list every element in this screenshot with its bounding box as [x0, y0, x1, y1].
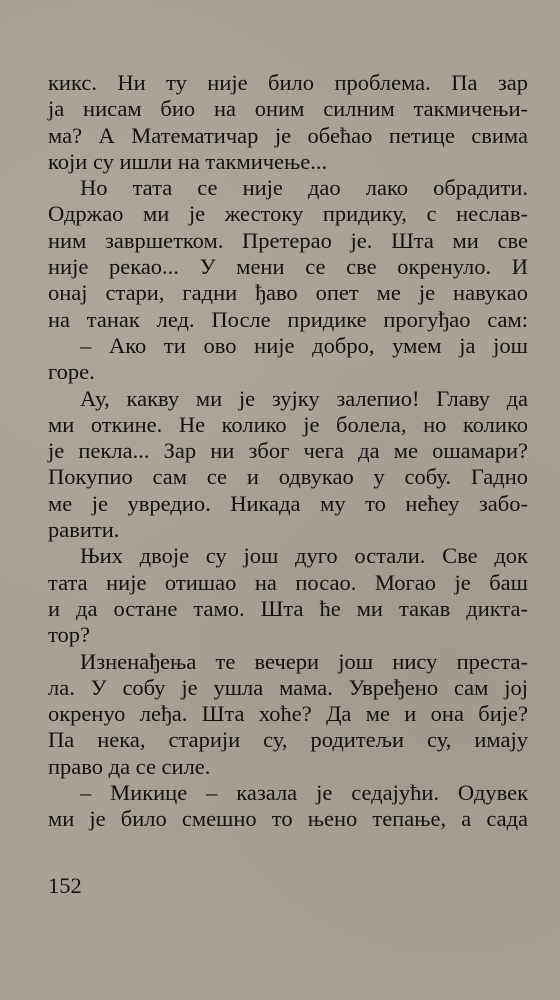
text-line: који су ишли на такмичење... [48, 148, 328, 174]
text-line: право да се силе. [48, 753, 211, 779]
text-line: ми је било смешно то њено тепање, а сада [48, 806, 528, 832]
text-line: тор? [48, 622, 91, 648]
text-line: је пекла... Зар ни због чега да ме ошамари? [48, 438, 528, 464]
text-line: – Ако ти ово није добро, умем ја још [80, 332, 528, 358]
text-line: ја нисам био на оним силним такмичењи- [48, 96, 528, 122]
text-line: Но тата се није дао лако обрадити. [80, 175, 528, 201]
text-line: равити. [48, 517, 120, 543]
text-line: тата није отишао на посао. Могао је баш [48, 569, 528, 595]
text-line: Одржао ми је жестоку придику, с неслав- [48, 201, 528, 227]
text-line: Па нека, старији су, родитељи су, имају [48, 727, 528, 753]
text-line: кикс. Ни ту није било проблема. Па зар [48, 70, 528, 95]
text-line: Покупио сам се и одвукао у собу. Гадно [48, 464, 528, 490]
text-line: онај стари, гадни ђаво опет ме је навукао [48, 280, 528, 306]
text-line: на танак лед. После придике прогуђао сам: [48, 306, 528, 332]
text-line: Изненађења те вечери још нису преста- [80, 648, 528, 674]
text-line: није рекао... У мени се све окренуло. И [48, 254, 528, 280]
text-line: ме је увредио. Никада му то нећеу забо- [48, 490, 528, 516]
text-line: Ау, какву ми је зујку залепио! Главу да [80, 385, 528, 411]
page-number: 152 [48, 873, 82, 898]
text-line: ма? А Математичар је обећао петице свима [48, 122, 528, 148]
text-line: – Микице – казала је седајући. Одувек [80, 780, 528, 806]
body-text [48, 70, 528, 833]
text-line: и да остане тамо. Шта ће ми такав дикта- [48, 595, 528, 621]
text-line: горе. [48, 359, 95, 385]
text-line: окренуо леђа. Шта хоће? Да ме и она бије? [48, 701, 528, 727]
text-line: ла. У собу је ушла мама. Увређено сам јој [48, 674, 528, 700]
text-line: ми откине. Не колико је болела, но колико [48, 411, 528, 437]
text-line: Њих двоје су још дуго остали. Све док [80, 543, 528, 569]
text-line: ним завршетком. Претерао је. Шта ми све [48, 227, 528, 253]
